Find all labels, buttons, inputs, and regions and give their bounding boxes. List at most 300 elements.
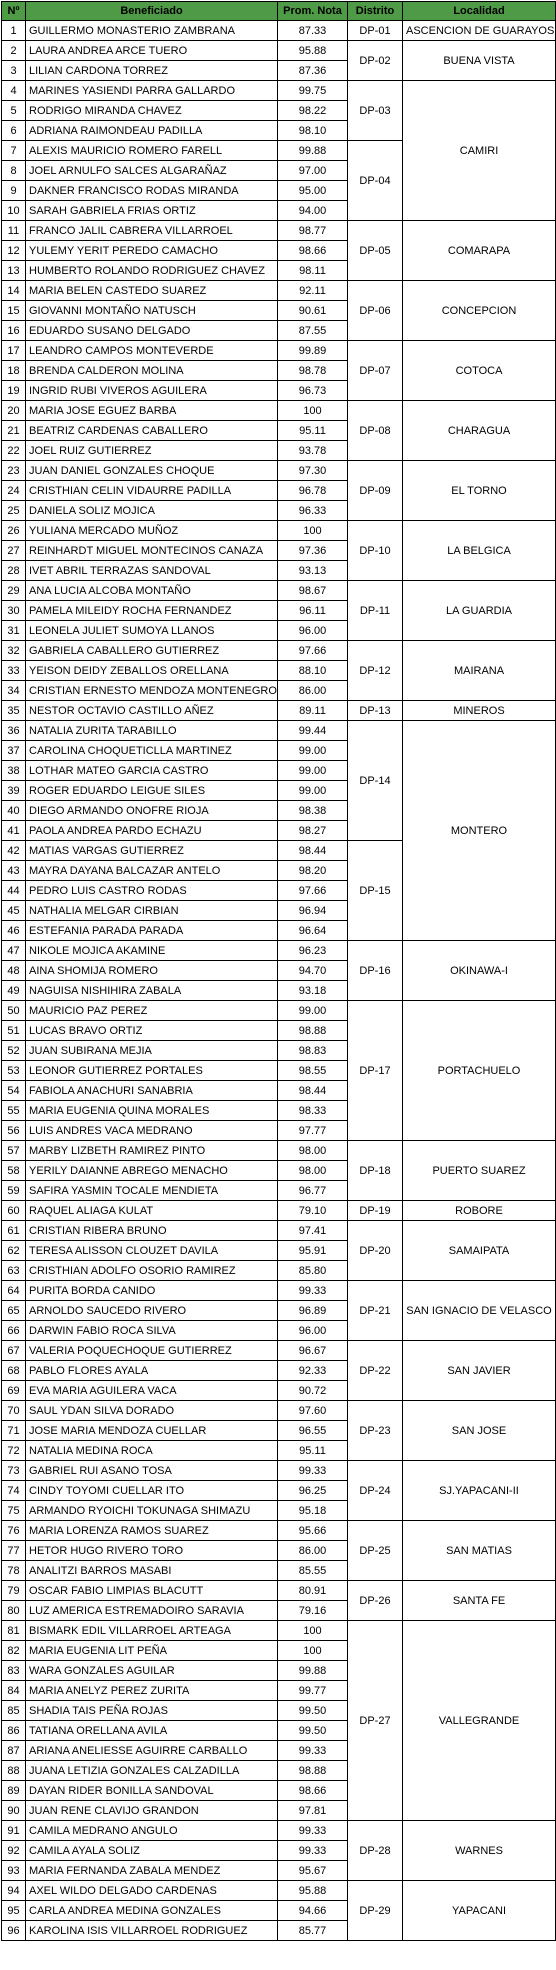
beneficiado-cell: PURITA BORDA CANIDO [26, 1281, 278, 1301]
distrito-cell: DP-01 [348, 21, 403, 41]
beneficiado-cell: FRANCO JALIL CABRERA VILLARROEL [26, 221, 278, 241]
beneficiado-cell: GABRIELA CABALLERO GUTIERREZ [26, 641, 278, 661]
prom-nota-cell: 99.88 [278, 141, 348, 161]
prom-nota-cell: 95.11 [278, 1441, 348, 1461]
prom-nota-cell: 99.33 [278, 1461, 348, 1481]
row-number-cell: 40 [2, 801, 26, 821]
prom-nota-cell: 97.60 [278, 1401, 348, 1421]
beneficiado-cell: ARIANA ANELIESSE AGUIRRE CARBALLO [26, 1741, 278, 1761]
row-number-cell: 16 [2, 321, 26, 341]
header-distrito: Distrito [348, 2, 403, 21]
beneficiado-cell: LUCAS BRAVO ORTIZ [26, 1021, 278, 1041]
beneficiado-cell: KAROLINA ISIS VILLARROEL RODRIGUEZ [26, 1921, 278, 1941]
distrito-cell: DP-24 [348, 1461, 403, 1521]
row-number-cell: 75 [2, 1501, 26, 1521]
row-number-cell: 96 [2, 1921, 26, 1941]
table-row [2, 581, 556, 601]
row-number-cell: 45 [2, 901, 26, 921]
distrito-cell: DP-18 [348, 1141, 403, 1201]
row-number-cell: 61 [2, 1221, 26, 1241]
beneficiado-cell: CAMILA AYALA SOLIZ [26, 1841, 278, 1861]
prom-nota-cell: 99.88 [278, 1661, 348, 1681]
prom-nota-cell: 96.55 [278, 1421, 348, 1441]
row-number-cell: 62 [2, 1241, 26, 1261]
distrito-cell: DP-07 [348, 341, 403, 401]
prom-nota-cell: 96.00 [278, 621, 348, 641]
prom-nota-cell: 96.67 [278, 1341, 348, 1361]
prom-nota-cell: 100 [278, 1641, 348, 1661]
beneficiado-cell: NATALIA MEDINA ROCA [26, 1441, 278, 1461]
prom-nota-cell: 95.88 [278, 41, 348, 61]
row-number-cell: 29 [2, 581, 26, 601]
beneficiado-cell: CAMILA MEDRANO ANGULO [26, 1821, 278, 1841]
localidad-cell: SANTA FE [403, 1581, 556, 1621]
row-number-cell: 39 [2, 781, 26, 801]
beneficiado-cell: GIOVANNI MONTAÑO NATUSCH [26, 301, 278, 321]
row-number-cell: 44 [2, 881, 26, 901]
prom-nota-cell: 96.00 [278, 1321, 348, 1341]
prom-nota-cell: 98.11 [278, 261, 348, 281]
row-number-cell: 73 [2, 1461, 26, 1481]
row-number-cell: 83 [2, 1661, 26, 1681]
prom-nota-cell: 85.55 [278, 1561, 348, 1581]
row-number-cell: 49 [2, 981, 26, 1001]
beneficiado-cell: JUANA LETIZIA GONZALES CALZADILLA [26, 1761, 278, 1781]
beneficiado-cell: BEATRIZ CARDENAS CABALLERO [26, 421, 278, 441]
localidad-cell: ROBORE [403, 1201, 556, 1221]
prom-nota-cell: 97.81 [278, 1801, 348, 1821]
row-number-cell: 64 [2, 1281, 26, 1301]
table-row [2, 1001, 556, 1021]
beneficiado-cell: PEDRO LUIS CASTRO RODAS [26, 881, 278, 901]
beneficiado-cell: LOTHAR MATEO GARCIA CASTRO [26, 761, 278, 781]
row-number-cell: 68 [2, 1361, 26, 1381]
table-row [2, 1581, 556, 1601]
prom-nota-cell: 98.78 [278, 361, 348, 381]
distrito-cell: DP-17 [348, 1001, 403, 1141]
prom-nota-cell: 88.10 [278, 661, 348, 681]
beneficiado-cell: TATIANA ORELLANA AVILA [26, 1721, 278, 1741]
beneficiado-cell: TERESA ALISSON CLOUZET DAVILA [26, 1241, 278, 1261]
row-number-cell: 9 [2, 181, 26, 201]
table-row [2, 401, 556, 421]
table-row [2, 941, 556, 961]
table-row [2, 1401, 556, 1421]
beneficiado-cell: WARA GONZALES AGUILAR [26, 1661, 278, 1681]
prom-nota-cell: 98.67 [278, 581, 348, 601]
localidad-cell: WARNES [403, 1821, 556, 1881]
prom-nota-cell: 87.33 [278, 21, 348, 41]
prom-nota-cell: 90.72 [278, 1381, 348, 1401]
prom-nota-cell: 89.11 [278, 701, 348, 721]
prom-nota-cell: 99.44 [278, 721, 348, 741]
localidad-cell: SAN JAVIER [403, 1341, 556, 1401]
row-number-cell: 30 [2, 601, 26, 621]
row-number-cell: 20 [2, 401, 26, 421]
prom-nota-cell: 95.11 [278, 421, 348, 441]
prom-nota-cell: 99.89 [278, 341, 348, 361]
localidad-cell: SAN IGNACIO DE VELASCO [403, 1281, 556, 1341]
beneficiado-cell: MAYRA DAYANA BALCAZAR ANTELO [26, 861, 278, 881]
prom-nota-cell: 98.00 [278, 1161, 348, 1181]
row-number-cell: 94 [2, 1881, 26, 1901]
prom-nota-cell: 96.77 [278, 1181, 348, 1201]
beneficiado-cell: MARIA EUGENIA LIT PEÑA [26, 1641, 278, 1661]
beneficiado-cell: YERILY DAIANNE ABREGO MENACHO [26, 1161, 278, 1181]
beneficiado-cell: ANA LUCIA ALCOBA MONTAÑO [26, 581, 278, 601]
row-number-cell: 4 [2, 81, 26, 101]
beneficiado-cell: MATIAS VARGAS GUTIERREZ [26, 841, 278, 861]
table-row [2, 641, 556, 661]
row-number-cell: 42 [2, 841, 26, 861]
beneficiado-cell: LILIAN CARDONA TORREZ [26, 61, 278, 81]
beneficiado-cell: MARIA JOSE EGUEZ BARBA [26, 401, 278, 421]
beneficiado-cell: LEONOR GUTIERREZ PORTALES [26, 1061, 278, 1081]
header-beneficiado: Beneficiado [26, 2, 278, 21]
distrito-cell: DP-15 [348, 841, 403, 941]
beneficiado-cell: AINA SHOMIJA ROMERO [26, 961, 278, 981]
localidad-cell: PUERTO SUAREZ [403, 1141, 556, 1201]
beneficiado-cell: JOEL ARNULFO SALCES ALGARAÑAZ [26, 161, 278, 181]
localidad-cell: SAN JOSE [403, 1401, 556, 1461]
distrito-cell: DP-13 [348, 701, 403, 721]
table-row [2, 1521, 556, 1541]
prom-nota-cell: 97.66 [278, 641, 348, 661]
prom-nota-cell: 96.11 [278, 601, 348, 621]
beneficiado-cell: NIKOLE MOJICA AKAMINE [26, 941, 278, 961]
row-number-cell: 46 [2, 921, 26, 941]
beneficiado-cell: CRISTIAN ERNESTO MENDOZA MONTENEGRO [26, 681, 278, 701]
prom-nota-cell: 97.66 [278, 881, 348, 901]
prom-nota-cell: 95.91 [278, 1241, 348, 1261]
row-number-cell: 82 [2, 1641, 26, 1661]
table-row [2, 701, 556, 721]
row-number-cell: 85 [2, 1701, 26, 1721]
prom-nota-cell: 96.25 [278, 1481, 348, 1501]
row-number-cell: 32 [2, 641, 26, 661]
beneficiado-cell: VALERIA POQUECHOQUE GUTIERREZ [26, 1341, 278, 1361]
row-number-cell: 23 [2, 461, 26, 481]
localidad-cell: LA BELGICA [403, 521, 556, 581]
row-number-cell: 76 [2, 1521, 26, 1541]
localidad-cell: COTOCA [403, 341, 556, 401]
beneficiado-cell: SAFIRA YASMIN TOCALE MENDIETA [26, 1181, 278, 1201]
row-number-cell: 95 [2, 1901, 26, 1921]
beneficiado-cell: JOSE MARIA MENDOZA CUELLAR [26, 1421, 278, 1441]
row-number-cell: 35 [2, 701, 26, 721]
prom-nota-cell: 96.89 [278, 1301, 348, 1321]
prom-nota-cell: 92.11 [278, 281, 348, 301]
beneficiado-cell: LEONELA JULIET SUMOYA LLANOS [26, 621, 278, 641]
table-row [2, 221, 556, 241]
row-number-cell: 87 [2, 1741, 26, 1761]
prom-nota-cell: 98.33 [278, 1101, 348, 1121]
localidad-cell: CAMIRI [403, 81, 556, 221]
beneficiado-cell: EVA MARIA AGUILERA VACA [26, 1381, 278, 1401]
localidad-cell: MAIRANA [403, 641, 556, 701]
row-number-cell: 13 [2, 261, 26, 281]
row-number-cell: 67 [2, 1341, 26, 1361]
localidad-cell: CHARAGUA [403, 401, 556, 461]
row-number-cell: 28 [2, 561, 26, 581]
beneficiado-cell: LAURA ANDREA ARCE TUERO [26, 41, 278, 61]
beneficiado-cell: GUILLERMO MONASTERIO ZAMBRANA [26, 21, 278, 41]
beneficiado-cell: CARLA ANDREA MEDINA GONZALES [26, 1901, 278, 1921]
header-num: Nº [2, 2, 26, 21]
distrito-cell: DP-10 [348, 521, 403, 581]
row-number-cell: 33 [2, 661, 26, 681]
prom-nota-cell: 100 [278, 521, 348, 541]
prom-nota-cell: 99.33 [278, 1821, 348, 1841]
prom-nota-cell: 92.33 [278, 1361, 348, 1381]
prom-nota-cell: 94.00 [278, 201, 348, 221]
prom-nota-cell: 97.30 [278, 461, 348, 481]
beneficiado-cell: SARAH GABRIELA FRIAS ORTIZ [26, 201, 278, 221]
distrito-cell: DP-27 [348, 1621, 403, 1821]
beneficiado-cell: NATALIA ZURITA TARABILLO [26, 721, 278, 741]
beneficiado-cell: CRISTIAN RIBERA BRUNO [26, 1221, 278, 1241]
beneficiado-cell: JUAN RENE CLAVIJO GRANDON [26, 1801, 278, 1821]
beneficiado-cell: EDUARDO SUSANO DELGADO [26, 321, 278, 341]
header-localidad: Localidad [403, 2, 556, 21]
localidad-cell: CONCEPCION [403, 281, 556, 341]
table-row [2, 1201, 556, 1221]
prom-nota-cell: 98.83 [278, 1041, 348, 1061]
table-row [2, 1461, 556, 1481]
row-number-cell: 55 [2, 1101, 26, 1121]
row-number-cell: 12 [2, 241, 26, 261]
distrito-cell: DP-02 [348, 41, 403, 81]
beneficiado-cell: ALEXIS MAURICIO ROMERO FARELL [26, 141, 278, 161]
prom-nota-cell: 80.91 [278, 1581, 348, 1601]
beneficiado-cell: ARNOLDO SAUCEDO RIVERO [26, 1301, 278, 1321]
row-number-cell: 21 [2, 421, 26, 441]
distrito-cell: DP-23 [348, 1401, 403, 1461]
prom-nota-cell: 98.88 [278, 1761, 348, 1781]
prom-nota-cell: 98.20 [278, 861, 348, 881]
beneficiado-cell: RODRIGO MIRANDA CHAVEZ [26, 101, 278, 121]
beneficiado-cell: LEANDRO CAMPOS MONTEVERDE [26, 341, 278, 361]
beneficiado-cell: PAOLA ANDREA PARDO ECHAZU [26, 821, 278, 841]
row-number-cell: 88 [2, 1761, 26, 1781]
prom-nota-cell: 100 [278, 1621, 348, 1641]
distrito-cell: DP-28 [348, 1821, 403, 1881]
row-number-cell: 14 [2, 281, 26, 301]
distrito-cell: DP-25 [348, 1521, 403, 1581]
beneficiaries-table [1, 1, 556, 1941]
prom-nota-cell: 98.00 [278, 1141, 348, 1161]
beneficiado-cell: CINDY TOYOMI CUELLAR ITO [26, 1481, 278, 1501]
localidad-cell: SAMAIPATA [403, 1221, 556, 1281]
prom-nota-cell: 97.41 [278, 1221, 348, 1241]
prom-nota-cell: 79.10 [278, 1201, 348, 1221]
prom-nota-cell: 98.44 [278, 1081, 348, 1101]
localidad-cell: OKINAWA-I [403, 941, 556, 1001]
localidad-cell: YAPACANI [403, 1881, 556, 1941]
prom-nota-cell: 99.75 [278, 81, 348, 101]
row-number-cell: 31 [2, 621, 26, 641]
prom-nota-cell: 98.38 [278, 801, 348, 821]
row-number-cell: 69 [2, 1381, 26, 1401]
row-number-cell: 11 [2, 221, 26, 241]
beneficiado-cell: MAURICIO PAZ PEREZ [26, 1001, 278, 1021]
row-number-cell: 63 [2, 1261, 26, 1281]
prom-nota-cell: 94.70 [278, 961, 348, 981]
localidad-cell: LA GUARDIA [403, 581, 556, 641]
prom-nota-cell: 98.44 [278, 841, 348, 861]
beneficiado-cell: MARINES YASIENDI PARRA GALLARDO [26, 81, 278, 101]
row-number-cell: 81 [2, 1621, 26, 1641]
prom-nota-cell: 99.00 [278, 741, 348, 761]
beneficiado-cell: ROGER EDUARDO LEIGUE SILES [26, 781, 278, 801]
row-number-cell: 15 [2, 301, 26, 321]
prom-nota-cell: 93.13 [278, 561, 348, 581]
beneficiado-cell: REINHARDT MIGUEL MONTECINOS CANAZA [26, 541, 278, 561]
beneficiado-cell: IVET ABRIL TERRAZAS SANDOVAL [26, 561, 278, 581]
distrito-cell: DP-14 [348, 721, 403, 841]
row-number-cell: 78 [2, 1561, 26, 1581]
beneficiado-cell: OSCAR FABIO LIMPIAS BLACUTT [26, 1581, 278, 1601]
prom-nota-cell: 96.73 [278, 381, 348, 401]
beneficiado-cell: JUAN SUBIRANA MEJIA [26, 1041, 278, 1061]
row-number-cell: 34 [2, 681, 26, 701]
row-number-cell: 56 [2, 1121, 26, 1141]
row-number-cell: 1 [2, 21, 26, 41]
beneficiado-cell: GABRIEL RUI ASANO TOSA [26, 1461, 278, 1481]
beneficiado-cell: ARMANDO RYOICHI TOKUNAGA SHIMAZU [26, 1501, 278, 1521]
table-row [2, 1341, 556, 1361]
row-number-cell: 93 [2, 1861, 26, 1881]
row-number-cell: 47 [2, 941, 26, 961]
prom-nota-cell: 98.66 [278, 241, 348, 261]
table-row [2, 1281, 556, 1301]
row-number-cell: 3 [2, 61, 26, 81]
localidad-cell: MONTERO [403, 721, 556, 941]
beneficiado-cell: CRISTHIAN ADOLFO OSORIO RAMIREZ [26, 1261, 278, 1281]
row-number-cell: 86 [2, 1721, 26, 1741]
beneficiado-cell: RAQUEL ALIAGA KULAT [26, 1201, 278, 1221]
row-number-cell: 41 [2, 821, 26, 841]
table-body [2, 21, 556, 1941]
beneficiado-cell: SHADIA TAIS PEÑA ROJAS [26, 1701, 278, 1721]
row-number-cell: 51 [2, 1021, 26, 1041]
row-number-cell: 36 [2, 721, 26, 741]
beneficiado-cell: DIEGO ARMANDO ONOFRE RIOJA [26, 801, 278, 821]
prom-nota-cell: 95.18 [278, 1501, 348, 1521]
beneficiado-cell: FABIOLA ANACHURI SANABRIA [26, 1081, 278, 1101]
table-row [2, 721, 556, 741]
row-number-cell: 92 [2, 1841, 26, 1861]
prom-nota-cell: 99.33 [278, 1741, 348, 1761]
distrito-cell: DP-19 [348, 1201, 403, 1221]
prom-nota-cell: 99.77 [278, 1681, 348, 1701]
beneficiado-cell: YULEMY YERIT PEREDO CAMACHO [26, 241, 278, 261]
prom-nota-cell: 98.22 [278, 101, 348, 121]
table-row [2, 521, 556, 541]
row-number-cell: 19 [2, 381, 26, 401]
localidad-cell: COMARAPA [403, 221, 556, 281]
row-number-cell: 6 [2, 121, 26, 141]
beneficiado-cell: LUZ AMERICA ESTREMADOIRO SARAVIA [26, 1601, 278, 1621]
distrito-cell: DP-08 [348, 401, 403, 461]
beneficiado-cell: DANIELA SOLIZ MOJICA [26, 501, 278, 521]
beneficiado-cell: CRISTHIAN CELIN VIDAURRE PADILLA [26, 481, 278, 501]
distrito-cell: DP-11 [348, 581, 403, 641]
beneficiado-cell: MARIA BELEN CASTEDO SUAREZ [26, 281, 278, 301]
header-row [2, 2, 556, 21]
distrito-cell: DP-04 [348, 141, 403, 221]
beneficiado-cell: MARIA FERNANDA ZABALA MENDEZ [26, 1861, 278, 1881]
table-header [2, 2, 556, 21]
table-row [2, 1881, 556, 1901]
prom-nota-cell: 94.66 [278, 1901, 348, 1921]
beneficiado-cell: ANALITZI BARROS MASABI [26, 1561, 278, 1581]
distrito-cell: DP-05 [348, 221, 403, 281]
prom-nota-cell: 98.66 [278, 1781, 348, 1801]
prom-nota-cell: 97.00 [278, 161, 348, 181]
table-row [2, 461, 556, 481]
beneficiado-cell: YEISON DEIDY ZEBALLOS ORELLANA [26, 661, 278, 681]
row-number-cell: 60 [2, 1201, 26, 1221]
beneficiado-cell: MARIA ANELYZ PEREZ ZURITA [26, 1681, 278, 1701]
row-number-cell: 80 [2, 1601, 26, 1621]
prom-nota-cell: 98.55 [278, 1061, 348, 1081]
table-row [2, 341, 556, 361]
beneficiado-cell: NAGUISA NISHIHIRA ZABALA [26, 981, 278, 1001]
prom-nota-cell: 85.80 [278, 1261, 348, 1281]
beneficiado-cell: DAKNER FRANCISCO RODAS MIRANDA [26, 181, 278, 201]
prom-nota-cell: 99.00 [278, 1001, 348, 1021]
prom-nota-cell: 85.77 [278, 1921, 348, 1941]
beneficiado-cell: MARIA LORENZA RAMOS SUAREZ [26, 1521, 278, 1541]
localidad-cell: SJ.YAPACANI-II [403, 1461, 556, 1521]
beneficiado-cell: ESTEFANIA PARADA PARADA [26, 921, 278, 941]
beneficiado-cell: HETOR HUGO RIVERO TORO [26, 1541, 278, 1561]
distrito-cell: DP-21 [348, 1281, 403, 1341]
row-number-cell: 10 [2, 201, 26, 221]
distrito-cell: DP-03 [348, 81, 403, 141]
row-number-cell: 89 [2, 1781, 26, 1801]
row-number-cell: 79 [2, 1581, 26, 1601]
beneficiado-cell: JUAN DANIEL GONZALES CHOQUE [26, 461, 278, 481]
row-number-cell: 22 [2, 441, 26, 461]
beneficiado-cell: MARBY LIZBETH RAMIREZ PINTO [26, 1141, 278, 1161]
prom-nota-cell: 93.18 [278, 981, 348, 1001]
prom-nota-cell: 96.94 [278, 901, 348, 921]
row-number-cell: 52 [2, 1041, 26, 1061]
prom-nota-cell: 98.27 [278, 821, 348, 841]
beneficiado-cell: MARIA EUGENIA QUINA MORALES [26, 1101, 278, 1121]
prom-nota-cell: 95.00 [278, 181, 348, 201]
row-number-cell: 38 [2, 761, 26, 781]
beneficiado-cell: NESTOR OCTAVIO CASTILLO AÑEZ [26, 701, 278, 721]
table-row [2, 41, 556, 61]
row-number-cell: 8 [2, 161, 26, 181]
prom-nota-cell: 99.00 [278, 781, 348, 801]
beneficiado-cell: DAYAN RIDER BONILLA SANDOVAL [26, 1781, 278, 1801]
localidad-cell: SAN MATIAS [403, 1521, 556, 1581]
distrito-cell: DP-20 [348, 1221, 403, 1281]
beneficiado-cell: DARWIN FABIO ROCA SILVA [26, 1321, 278, 1341]
row-number-cell: 70 [2, 1401, 26, 1421]
row-number-cell: 65 [2, 1301, 26, 1321]
row-number-cell: 90 [2, 1801, 26, 1821]
prom-nota-cell: 87.36 [278, 61, 348, 81]
row-number-cell: 43 [2, 861, 26, 881]
row-number-cell: 53 [2, 1061, 26, 1081]
prom-nota-cell: 100 [278, 401, 348, 421]
prom-nota-cell: 95.88 [278, 1881, 348, 1901]
